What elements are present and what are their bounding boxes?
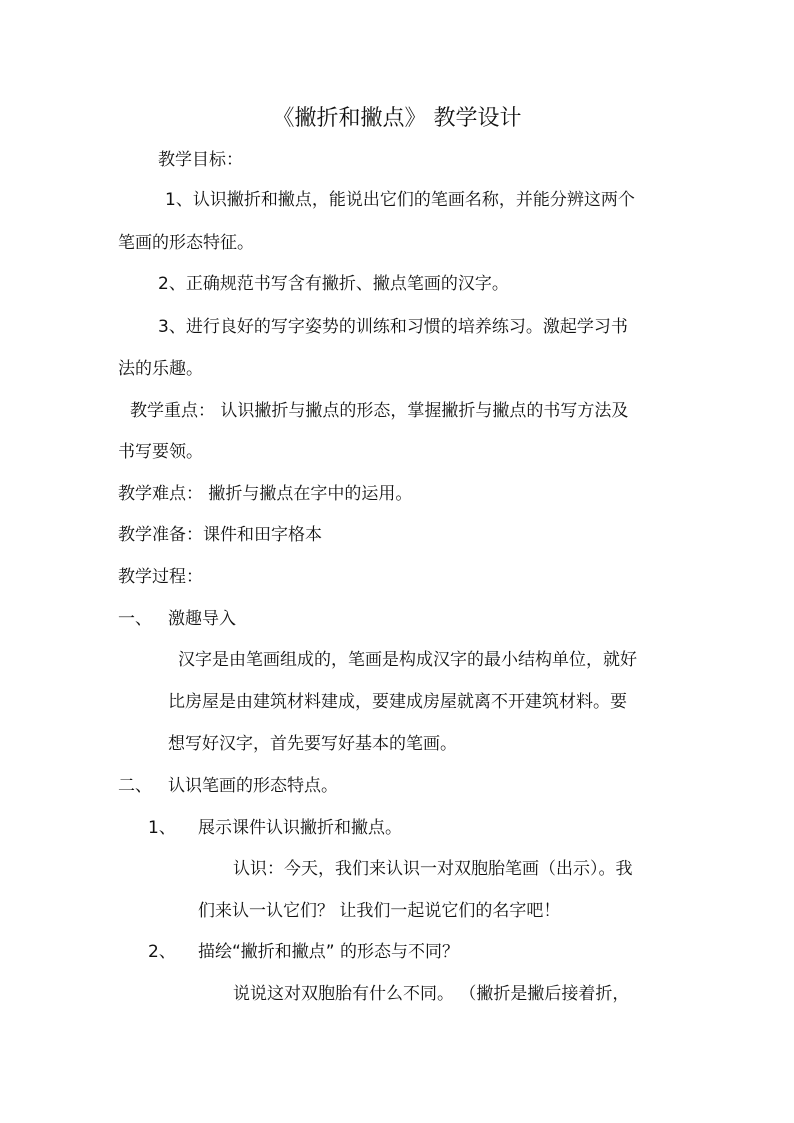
objectives-heading: 教学目标：	[158, 150, 243, 170]
process-heading: 教学过程：	[118, 567, 203, 587]
difficulty-line: 教学难点： 撇折与撇点在字中的运用。	[118, 484, 413, 504]
document-title: 《撇折和撇点》 教学设计	[272, 106, 522, 131]
step-2-number: 2、	[148, 942, 176, 962]
section-1-title: 激趣导入	[168, 609, 236, 629]
step-2-title: 描绘“撇折和撇点” 的形态与不同？	[198, 942, 460, 962]
objective-3-line-1: 3、进行良好的写字姿势的训练和习惯的培养练习。激起学习书	[158, 317, 628, 337]
step-2-paragraph-line-1: 说说这对双胞胎有什么不同。 （撇折是撇后接着折，	[233, 984, 630, 1004]
objective-3-line-2: 法的乐趣。	[118, 359, 203, 379]
step-1-paragraph-line-2: 们来认一认它们？ 让我们一起说它们的名字吧！	[198, 901, 561, 921]
section-1-paragraph-line-3: 想写好汉字，首先要写好基本的笔画。	[168, 734, 457, 754]
objective-1-line-1: 1、认识撇折和撇点，能说出它们的笔画名称，并能分辨这两个	[165, 190, 635, 210]
step-1-paragraph-line-1: 认识：今天，我们来认识一对双胞胎笔画（出示）。我	[233, 859, 633, 879]
section-1-paragraph-line-2: 比房屋是由建筑材料建成，要建成房屋就离不开建筑材料。要	[168, 692, 627, 712]
objective-1-line-2: 笔画的形态特征。	[118, 233, 254, 253]
key-points-line-1: 教学重点： 认识撇折与撇点的形态，掌握撇折与撇点的书写方法及	[130, 401, 629, 421]
step-1-title: 展示课件认识撇折和撇点。	[198, 818, 402, 838]
preparation-line: 教学准备：课件和田字格本	[118, 525, 322, 545]
section-1-paragraph-line-1: 汉字是由笔画组成的，笔画是构成汉字的最小结构单位，就好	[178, 650, 637, 670]
section-2-title: 认识笔画的形态特点。	[168, 776, 338, 796]
step-1-number: 1、	[148, 818, 176, 838]
objective-2: 2、正确规范书写含有撇折、撇点笔画的汉字。	[158, 274, 509, 294]
section-1-number: 一、	[118, 609, 152, 629]
section-2-number: 二、	[118, 776, 152, 796]
key-points-line-2: 书写要领。	[118, 442, 203, 462]
